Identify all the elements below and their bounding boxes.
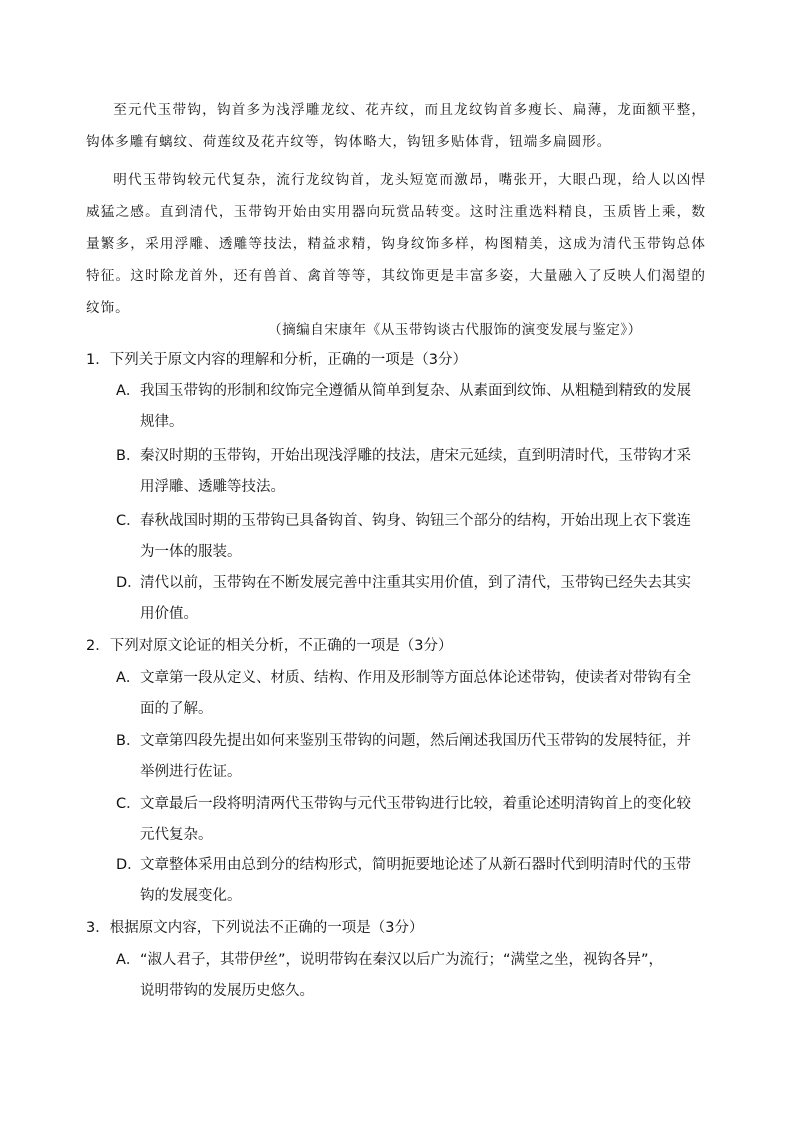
option-text: 规律。 bbox=[140, 414, 184, 430]
question-2-option-c bbox=[116, 789, 700, 851]
option-text: “淑人君子，其带伊丝”，说明带钩在秦汉以后广为流行；“满堂之坐，视钩各异”， bbox=[140, 952, 664, 968]
option-letter: C． bbox=[116, 513, 141, 529]
passage-source: （摘编自宋康年《从玉带钩谈古代服饰的演变发展与鉴定》） bbox=[268, 322, 642, 338]
option-letter: B． bbox=[116, 448, 141, 464]
option-text: 清代以前，玉带钩在不断发展完善中注重其实用价值，到了清代，玉带钩已经失去其实 bbox=[140, 575, 691, 591]
question-2-option-b bbox=[116, 726, 700, 788]
question-2-option-a bbox=[116, 663, 700, 725]
option-text: 钩的发展变化。 bbox=[140, 888, 242, 904]
option-text: 春秋战国时期的玉带钩已具备钩首、钩身、钩钮三个部分的结构，开始出现上衣下裳连 bbox=[140, 513, 691, 529]
option-letter: B． bbox=[116, 733, 141, 749]
option-text: 说明带钩的发展历史悠久。 bbox=[140, 983, 314, 999]
option-text: 元代复杂。 bbox=[140, 827, 213, 843]
option-letter: C． bbox=[116, 796, 141, 812]
option-text: 为一体的服装。 bbox=[140, 544, 242, 560]
option-letter: A． bbox=[116, 383, 141, 399]
option-text: 用价值。 bbox=[140, 606, 198, 622]
question-1-stem: 1．下列关于原文内容的理解和分析，正确的一项是（3分） bbox=[86, 352, 467, 368]
option-text: 秦汉时期的玉带钩，开始出现浅浮雕的技法，唐宋元延续，直到明清时代，玉带钩才采 bbox=[140, 448, 691, 464]
question-3-stem: 3．根据原文内容，下列说法不正确的一项是（3分） bbox=[86, 920, 424, 936]
option-letter: D． bbox=[116, 857, 142, 873]
question-1-option-d bbox=[116, 568, 700, 630]
question-1-option-a bbox=[116, 376, 700, 438]
question-2-option-d bbox=[116, 850, 700, 912]
option-text: 我国玉带钩的形制和纹饰完全遵循从简单到复杂、从素面到纹饰、从粗糙到精致的发展 bbox=[140, 383, 691, 399]
option-text: 面的了解。 bbox=[140, 701, 213, 717]
passage-paragraph-ming-qing: 明代玉带钩较元代复杂，流行龙纹钩首，龙头短宽而激昂，嘴张开，大眼凸现，给人以凶悍威猛之感。直到清代，玉带钩开始由实用器向玩赏品转变。这时注重选料精良，玉质皆上乘，数量繁多，采用浮雕、透雕等技法，精益求精，钩身纹饰多样，构图精美，这成为清代玉带钩总体特征。这时除龙首外，还有兽首、禽首等等，其纹饰更是丰富多姿，大量融入了反映人们渴望的纹饰。 bbox=[86, 172, 706, 316]
question-1-option-b bbox=[116, 441, 700, 503]
option-text: 文章第一段从定义、材质、结构、作用及形制等方面总体论述带钩，使读者对带钩有全 bbox=[140, 670, 691, 686]
option-letter: A． bbox=[116, 670, 141, 686]
option-text: 举例进行佐证。 bbox=[140, 764, 242, 780]
question-3-option-a bbox=[116, 945, 700, 1007]
option-text: 文章整体采用由总到分的结构形式，简明扼要地论述了从新石器时代到明清时代的玉带 bbox=[140, 857, 691, 873]
option-letter: D． bbox=[116, 575, 142, 591]
option-text: 文章第四段先提出如何来鉴别玉带钩的问题，然后阐述我国历代玉带钩的发展特征，并 bbox=[140, 733, 691, 749]
passage-paragraph-yuan: 至元代玉带钩，钩首多为浅浮雕龙纹、花卉纹，而且龙纹钩首多瘦长、扁薄，龙面额平整，钩体多雕有螭纹、荷莲纹及花卉纹等，钩体略大，钩钮多贴体背，钮端多扁圆形。 bbox=[86, 102, 706, 150]
option-text: 用浮雕、透雕等技法。 bbox=[140, 479, 285, 495]
reading-passage bbox=[86, 94, 706, 324]
question-1-option-c bbox=[116, 506, 700, 568]
question-2-stem: 2．下列对原文论证的相关分析，不正确的一项是（3分） bbox=[86, 638, 453, 654]
option-text: 文章最后一段将明清两代玉带钩与元代玉带钩进行比较，着重论述明清钩首上的变化较 bbox=[140, 796, 691, 812]
option-letter: A． bbox=[116, 952, 141, 968]
